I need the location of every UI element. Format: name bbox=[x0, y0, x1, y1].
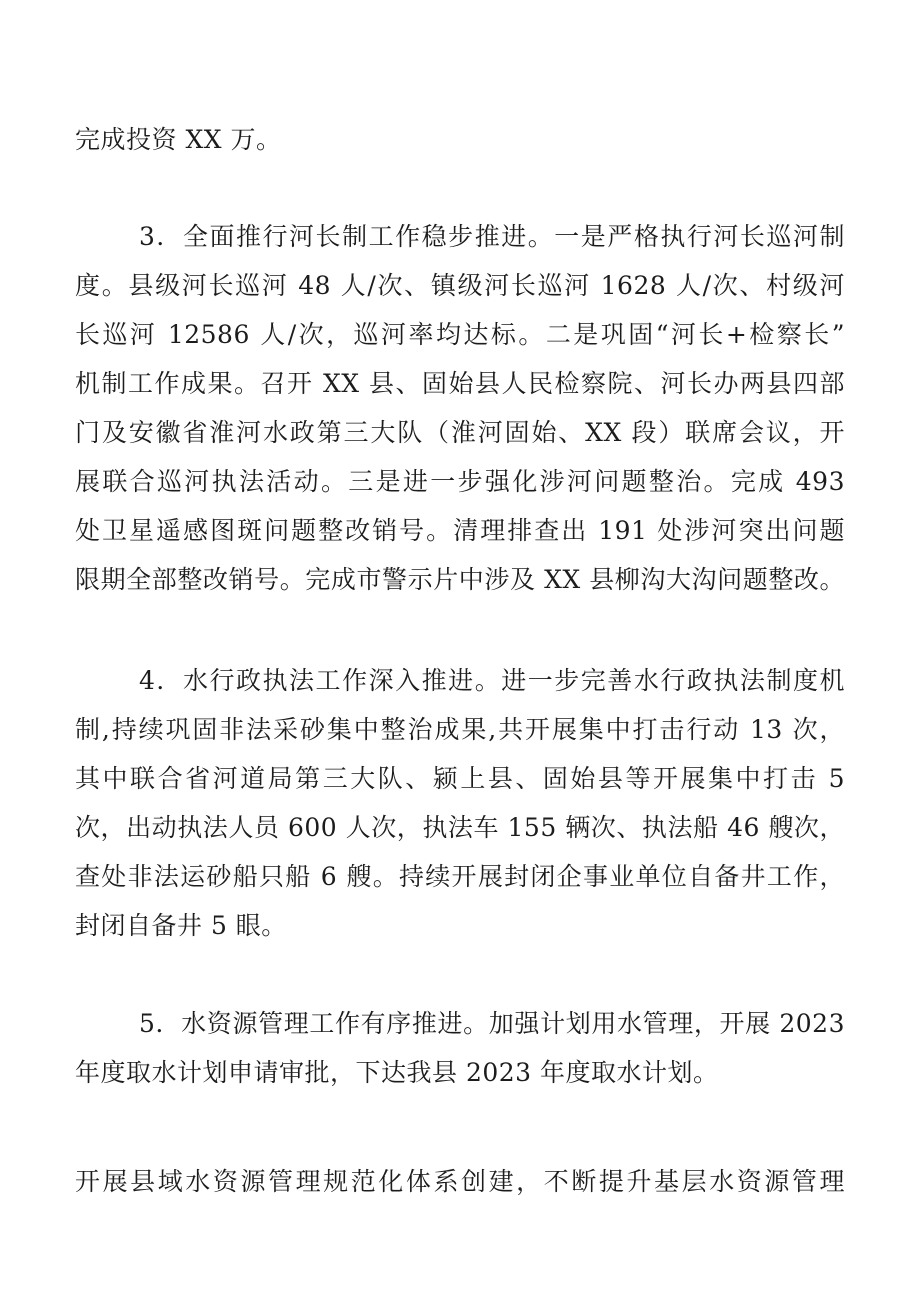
text-line: 年度取水计划申请审批，下达我县 2023 年度取水计划。 bbox=[75, 1058, 719, 1087]
paragraph-item-4 bbox=[75, 656, 845, 950]
text-line: 5．水资源管理工作有序推进。加强计划用水管理，开展 2023 bbox=[139, 1009, 845, 1038]
paragraph-continuation-fragment bbox=[75, 1157, 845, 1206]
text-line: 制,持续巩固非法采砂集中整治成果,共开展集中打击行动 13 次， bbox=[75, 715, 845, 744]
paragraph-continuation-from-previous-page bbox=[75, 115, 845, 164]
text-line: 机制工作成果。召开 XX 县、固始县人民检察院、河长办两县四部 bbox=[75, 369, 845, 398]
text-line: 处卫星遥感图斑问题整改销号。清理排查出 191 处涉河突出问题 bbox=[75, 516, 845, 545]
text-line: 其中联合省河道局第三大队、颍上县、固始县等开展集中打击 5 bbox=[75, 764, 845, 793]
text-line: 查处非法运砂船只船 6 艘。持续开展封闭企事业单位自备井工作， bbox=[75, 862, 845, 891]
paragraph-item-3 bbox=[75, 212, 845, 604]
text-line: 限期全部整改销号。完成市警示片中涉及 XX 县柳沟大沟问题整改。 bbox=[75, 565, 845, 594]
text-line: 门及安徽省淮河水政第三大队（淮河固始、XX 段）联席会议，开 bbox=[75, 418, 845, 447]
text-line: 长巡河 12586 人/次，巡河率均达标。二是巩固“河长+检察长” bbox=[75, 320, 845, 349]
text-line: 开展县域水资源管理规范化体系创建，不断提升基层水资源管理 bbox=[75, 1167, 845, 1196]
text-line: 封闭自备井 5 眼。 bbox=[75, 911, 287, 940]
text-line: 展联合巡河执法活动。三是进一步强化涉河问题整治。完成 493 bbox=[75, 467, 845, 496]
text-line: 3．全面推行河长制工作稳步推进。一是严格执行河长巡河制 bbox=[139, 222, 845, 251]
text-line: 完成投资 XX 万。 bbox=[75, 125, 282, 154]
paragraph-item-5 bbox=[75, 999, 845, 1097]
text-line: 度。县级河长巡河 48 人/次、镇级河长巡河 1628 人/次、村级河 bbox=[75, 271, 845, 300]
text-line: 次，出动执法人员 600 人次，执法车 155 辆次、执法船 46 艘次， bbox=[75, 813, 845, 842]
text-line: 4．水行政执法工作深入推进。进一步完善水行政执法制度机 bbox=[139, 666, 845, 695]
